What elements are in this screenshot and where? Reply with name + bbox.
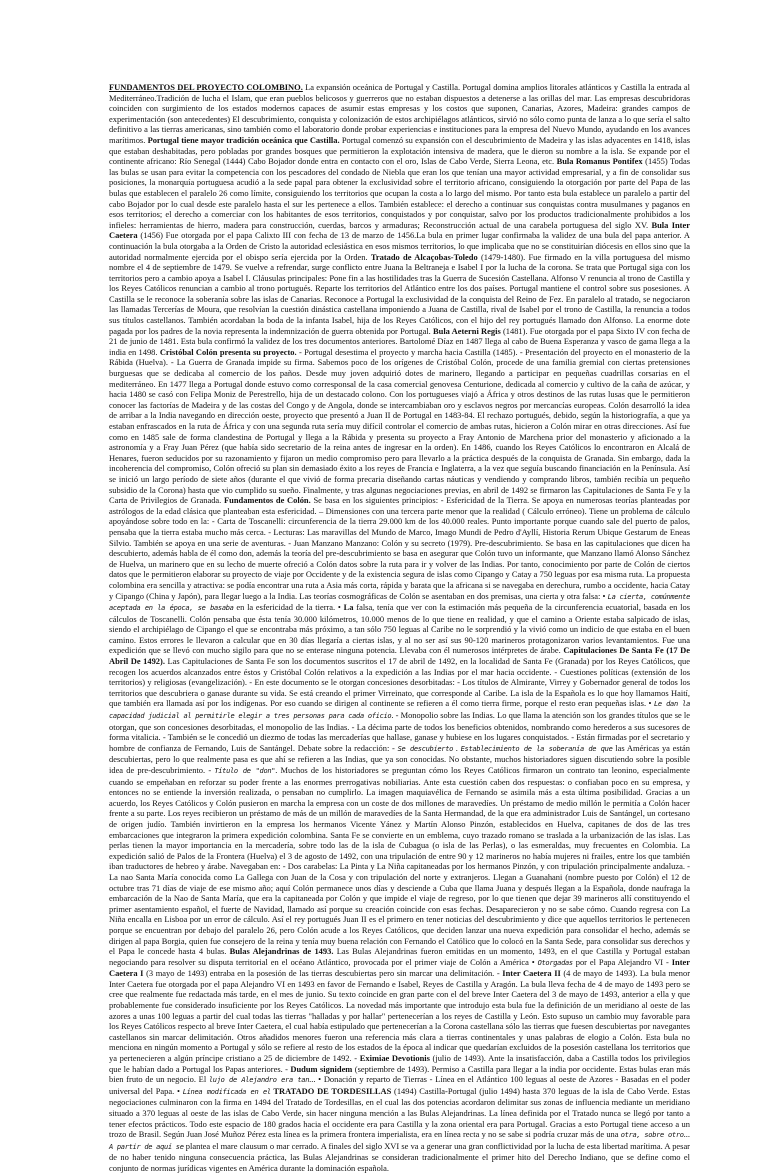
bold-heading: Bula Aeterni Regis xyxy=(433,325,501,336)
bold-heading: Bula Romanus Pontifex xyxy=(556,156,643,167)
text-run: en la esfericidad de la tierra. • xyxy=(233,602,344,613)
body-paragraph xyxy=(109,82,690,1174)
text-run: ... xyxy=(683,1129,690,1140)
text-run: plantea el mare clausum o mar cerrado. A finales del siglo XVI se va a generar una gran conflictividad por la lucha de esta libertad marítima. A pesar de no haber tenido ninguna consecuencia práctica, las Bulas Alejandrinas se consideran tradicionalmente el primer hito del Derecho Indiano, que se define como el conjunto de normas jurídicas vigentes en América durante la dominación española. xyxy=(109,1140,690,1173)
text-run: (1455) Todas las bulas se usan para evitar la competencia con los pescadores del condado de Niebla que eran los que tenían una mayor actividad empresarial, y a fin de consolidar sus posiciones, la monarquía portuguesa acudió a la sede papal para obtener la exclusividad sobre el territorio africano, consiguiendo la otorgación por parte del Papa de las bulas que establecen el paralelo 26 como límite, consiguiendo los territorios que ocupan la costa a lo largo del mismo. Por tanto esta bula establece un paralelo a partir del cabo Bojador por lo cual desde este paralelo hasta el sur les pertenece a ellos. También establece: el derecho a continuar sus conquistas contra musulmanes y paganos en esos territorios; el derecho a comerciar con los habitantes de esos territorios, conquistados y por conquistar, salvo por los productos tradicionalmente prohibidos a los infieles: herramientas de hierro, madera para construcción, cuerdas, barcos y armaduras; Reconstrucción actual de una carabela portuguesa del siglo XV. xyxy=(109,156,691,230)
text-run: (1479-1480). Fue firmado en la villa portuguesa del mismo nombre el 4 de septiembre de 1479. Se vuelve a refrendar, surge conflicto entre Juana la Beltraneja e Isabel I por la lucha de la corona. Se trata que Portugal siga con los territorios pero a cambio apoya a Isabel I. Cláusulas principales: Pone fin a las hostilidades tras la Guerra de Sucesión Castellana. Alfonso V renuncia al trono de Castilla y los Reyes Católicos renuncian a cambio al trono portugués. Reparte los territorios del Atlántico entre los dos países. Portugal mantiene el control sobre sus posesiones. A Castilla se le reconoce la soberanía sobre las islas de Canarias. Reconoce a Portugal la exclusividad de la conquista del Reino de Fez. En paralelo al tratado, se negociaron las llamadas Tercerías de Moura, que resolvían la cuestión dinástica castellana imponiendo a Juana de Castilla, rival de Isabel por el trono de Castilla, la renuncia a todos sus títulos castellanos. También acordaban la boda de la infanta Isabel, hija de los Reyes Católicos, con el hijo del rey portugués llamado don Alfonso. La enorme dote pagada por los padres de la novia representa la indemnización de guerra obtenida por Portugal. xyxy=(109,251,690,336)
bold-heading: Cristóbal Colón presenta su proyecto. xyxy=(159,346,297,357)
text-run: (4 de mayo de 1493). La bula menor Inter Caetera fue otorgada por el papa Alejandro VI en 1493 en favor de Fernando e Isabel, Reyes de Castilla y Aragón. La bula lleva fecha de 4 de mayo de 1493 pero se cree que realmente fue redactada más tarde, en el mes de junio. Su texto coincide en gran parte con el del breve Inter Caetera del 3 de mayo de 1493, anterior a ella y que probablemente fue considerado insuficiente por los Reyes Católicos. La novedad más importante que introdujo esta bula fue la definición de un meridiano al oeste de las azores a unas 100 leguas a partir del cual todas las tierras "halladas y por hallar" pertenecerían a los reyes de Castilla y León. Esto supuso un cambio muy favorable para los Reyes Católicos respecto al breve Inter Caetera, el cual había estipulado que pertenecerían a la Corona castellana sólo las tierras que fuesen descubiertas por navegantes castellanos sin marcar delimitación. Otros añadidos menores fueron una referencia más clara a tierras continentales y unas palabras de elogio a Colón. Esta bula no menciona en ningún momento a Portugal y sólo se refiere al resto de los estados de la época al indicar que quedarían excluidos de la posesión castellana los territorios que ya pertenecieren a algún príncipe cristiano a 25 de diciembre de 1492. - xyxy=(109,968,691,1064)
text-run: . xyxy=(453,742,461,753)
bold-heading: Portugal tiene mayor tradición oceánica que Castilla. xyxy=(147,134,340,145)
text-run: La expansión oceánica de Portugal y Castilla. Portugal domina amplios litorales atlánticos y Castilla la entrada al Mediterráneo.Tradición de lucha el Islam, que eran pueblos belicosos y guerreros que no estaban dispuestos a detenerse a las orillas del mar. Las empresas descubridoras coinciden con surgimiento de los estados modernos capaces de asumir estas empresas y los costos que suponen, Canarias, Azores, Madeira: grandes campos de experimentación (son antecedentes) El descubrimiento, conquista y colonización de estos archipiélagos atlánticos, sirvió no sólo como punta de lanza a lo que sería el salto definitivo a las tierras americanas, sino también como el laboratorio donde probar experiencias e instituciones para la empresa del Nuevo Mundo, ayudando en los avances marítimos. xyxy=(109,82,690,145)
handwritten-annotation: lujo de Alejandro era tan xyxy=(208,1076,310,1085)
bold-heading: Eximiae Devotionis xyxy=(359,1053,430,1064)
bold-heading: Dudum signidem xyxy=(290,1063,353,1074)
text-run: falsa, tenía que ver con la estimación más pequeña de la circunferencia ecuatorial, basada en los cálculos de Toscanelli. Colón pensaba que ésta tenía 30.000 kilómetros, 10.000 menos de lo que tiene en realidad, y que el camino a Oriente estaba salpicado de islas, siendo el archipiélago de Cipango el que se encontraba más próximo, a tan sólo 750 leguas al Caribe no le sorprendió y la vivió como un indicio de que estaba en el buen camino. Estos errores le llevaron a calcular que en 30 días llegaría a ciertas islas, y al no ser así sus 90-120 marineros protagonizaron varios levantamientos. Fue una expedición que se llevó con mucho sigilo para que no se enterase ninguna potencia. Llevaba con él numerosos intérpretes de árabe. xyxy=(109,602,690,656)
handwritten-annotation: Se descubierto xyxy=(397,744,454,753)
bold-heading: La xyxy=(343,602,354,613)
text-run: Las Capitulaciones de Santa Fe son los documentos suscritos el 17 de abril de 1492, en la localidad de Santa Fe (Granada) por los Reyes Católicos, que recogen los acuerdos alcanzados entre éstos y Cristóbal Colón relativos a la expedición a las Indias por el mar hacia occidente. - Cuestiones políticas (extensión de los territorios) y religiosas (evangelización). - En este documento se le otorgan concesiones desorbitadas: - Los títulos de Almirante, Virrey y Gobernador general de todos los territorios que descubriera o ganase durante su vida. Se está creando el primer Virreinato, que corresponde al Caribe. La isla de la Española es lo que hoy llamamos Haití, que también era llamada así por los indígenas. Por eso cuando se dirigen al continente se refieren a él como tierra firme, porque el resto eran pequeñas islas. • xyxy=(109,656,690,709)
text-run: (julio de 1493). Ante la insatisfacción, daba a Castilla todos los privilegios que le habían dado a Portugal los Papas anteriores. - xyxy=(109,1053,690,1074)
text-run: (1456) Fue otorgada por el papa Calixto III con fecha de 13 de marzo de 1456.La bula en primer lugar confirmaba la validez de una bula del papa anterior. A continuación la bula otorgaba a la Orden de Cristo la autoridad eclesiástica en esos mismos territorios, lo que implicaba que no se constituirían diócesis en ellos sino que la autoridad normalmente ejercida por el obispo sería ejercida por la Orden. xyxy=(109,230,690,262)
text-run: las Américas ya están descubiertas, pero lo que realmente pasa es que ahí se refieren a las Indias, que ya son conocidas. No obstante, muchos historiadores siguen discutiendo sobre la posible idea de pre-descubrimiento. - xyxy=(109,742,690,775)
handwritten-annotation: Otorgadas xyxy=(537,958,573,967)
handwritten-annotation: Establecimiento de la soberanía de que xyxy=(460,744,613,753)
text-run: . - Monopolio sobre las Indias. Lo que llama la atención son los grandes títulos que se le otorgan, que son concesiones desorbitadas, el monopolio de las Indias. - La décima parte de todos los beneficios obtenidos, nombrando como herederos a sus sucesores de forma vitalicia. - También se le concedió un diezmo de todas las mercaderías que hallase, ganase y hubiese en los lugares conquistados. - Están firmadas por el secretario y hombre de confianza de Fernando, Luis de Santángel. Debate sobre la redacción: - xyxy=(109,710,690,753)
text-run: . Muchos de los historiadores se preguntan cómo los Reyes Católicos firmaron un contrato tan leonino, especialmente cuando se empeñaban en reforzar su poder frente a las enormes prerrogativas nobiliarias. Ante esta cuestión caben dos respuestas: o confiaban poco en su empresa, y entonces no se entiende la inversión realizada, o pensaban no cumplirlo. La imagen maquiavélica de Fernando se asimila más a esta última posibilidad. Gracias a un acuerdo, los Reyes Católicos y Colón pusieron en marcha la empresa con un coste de dos millones de maravedíes. Un préstamo de medio millón le permitía a Colón hacer frente a su parte. Los reyes recibieron un préstamo de más de un millón de maravedíes de la Santa Hermandad, de la que era administrador Luis de Santángel, un cortesano de origen judío. También invirtieron en la empresa los hermanos Vicente Yánez y Martín Alonso Pinzón, establecidos en Huelva, capitanes de dos de las tres embarcaciones que integraron la primera expedición colombina. Santa Fe se convierte en un emblema, cuyo trazado romano se traslada a la urbanización de las islas. Las perlas tienen la mayor importancia en la mercadería, sobre todo las de la isla de Cubagua (o isla de las Perlas), o las esmeraldas, muy frecuentes en Colombia. La expedición salió de Palos de la Frontera (Huelva) el 3 de agosto de 1492, con una tripulación de entre 90 y 12 marineros no había mujeres ni frailes, entre los que también iban traductores de hebreo y árabe. Navegaban en: - Dos carabelas: La Pinta y La Niña capitaneadas por los hermanos Pinzón, y con tripulación principalmente andaluza. - La nao Santa María conocida como La Gallega con Juan de la Cosa y con tripulación del norte y extranjeros. Llegan a Guanahani (nombre puesto por Colón) el 12 de octubre tras 71 días de viaje de ese mismo año; aquí Colón permanece unos días y desciende a Cuba que llama Juana y después llegan a la Española, donde naufraga la embarcación de la Nao de Santa María, que era la capitaneada por Colón y que impide el viaje de regreso, por lo que tienen que dejar 39 marineros allí constituyendo el primer asentamiento español, el fuerte de Navidad, llamado así porque su creación coincide con esas fechas. Desaparecieron y no se sabe cómo. Cuando regresa con La Niña encalla en Lisboa por un error de cálculo. Así el rey portugués Juan II es el primero en tener noticias del descubrimiento y dice que aquellos territorios le pertenecen porque se encuentran por debajo del paralelo 26, pero Colón acude a los Reyes Católicos, que deciden lanzar una nueva expedición para consolidar el hecho, además se dirigen al papa Borgia, quien fue consejero de la reina y tenía muy buena relación con Fernando el Católico que lo colocó en la Santa Sede, para consolidar sus derechos y el Papa le concede hasta 4 bulas. xyxy=(109,765,690,957)
bold-heading: Fundamentos de Colón. xyxy=(223,495,311,506)
bold-heading: Inter Caetera II xyxy=(502,968,561,979)
handwritten-annotation: Título de "don" xyxy=(214,767,276,775)
bold-heading: Inter Caetera I xyxy=(109,956,690,979)
handwritten-annotation: Línea modificada en el xyxy=(182,1087,271,1096)
handwritten-annotation: A partir de aquí se xyxy=(109,1142,184,1151)
bold-heading: TRATADO DE TORDESILLAS xyxy=(270,1085,392,1096)
text-run: Las Bulas Alejandrinas fueron emitidas en un momento, 1493, en el que Castilla y Portugal estaban negociando para resolver su disputa territorial en el océano Atlántico, provocada por el primer viaje de Colón a América • xyxy=(109,946,690,967)
text-run: (1481). Fue otorgada por el papa Sixto IV con fecha de 21 de junio de 1481. Esta bula confirmó la validez de los tres documentos anteriores. Bartolomé Díaz en 1487 llega al cabo de Buena Esperanza y vasco de gama llega a la india en 1498. xyxy=(109,325,690,357)
text-run: Portugal comenzó su expansión con el descubrimiento de Madeira y las islas adyacentes en 1418, islas que estaban deshabitadas, pero pobladas por grandes bosques que permitieron la explotación intensiva de madera, que le dieron su nombre a la isla. Se expande por el continente africano: Río Senegal (1444) Cabo Bojador donde entra en contacto con el oro, Islas de Cabo Verde, Sierra Leona, etc. xyxy=(109,134,690,167)
text-run: Se basa en los siguientes principios: - Esfericidad de la Tierra. Se apoya en numerosas teorías planteadas por astrólogos de la edad clásica que planteaban esta esfericidad. – Dimensiones con una tercera parte menor que la realidad ( Cálculo erróneo). Tiene un problema de cálculo apoyándose sobre todo en la: - Carta de Toscanelli: circunferencia de la tierra 29.000 km de los 40.000 reales. Punto importante porque cuando sale del puerto de palos, pensaba que la tierra estaba mucho más cerca. - Lecturas: Las maravillas del Mundo de Marco, Imago Mundi de Pedro d'Ayllí, Historia Rerum Ubique Gestarum de Eneas Silvio. También se apoya en una serie de aventuras. - Juan Manzano Manzano: Colón y su secreto (1979). Pre-descubrimiento. Se basa en las capitulaciones que dicen ha descubierto, además habla de él como don, además la teoría del pre-descubrimiento se basa en asegurar que Colón tuvo un informante, que Manzano llamó Alonso Sánchez de Huelva, un marinero que en su lecho de muerte ofreció a Colón datos sobre la ruta para ir y volver de las Indias. Por tanto, conocimiento por parte de Colón de ciertos datos que le permitieron elaborar su proyecto de viaje por Occidente y de la existencia segura de islas como Cipango y Catay a 750 leguas por esa misma ruta. La propuesta colombina era sencilla y atractiva: se podía encontrar una ruta a Asia más corta, rápida y barata que la africana si se navegaba en derechura, rumbo a occidente, hacia Catay y Cipango (China y Japón), para llegar luego a la India. Las teorías cosmográficas de Colón se asentaban en dos premisas, una cierta y otra falsa: • xyxy=(109,495,691,601)
text-run: ... • Donación y reparto de Tierras - Línea en el Atlántico 100 leguas al oeste de Azores - Basadas en el poder universal del Papa. • xyxy=(109,1074,691,1096)
bold-heading: Bula Inter Caetera xyxy=(109,219,690,241)
text-run: (1494) Castilla-Portugal (julio 1494) hasta 370 leguas de la isla de Cabo Verde. Estas negociaciones culminaron con la firma en 1494 del Tratado de Tordesillas, en el cual las dos potencias acordaron delimitar sus zonas de influencia mediante un meridiano situado a 370 leguas al oeste de las islas de Cabo Verde, sin hacer ninguna mención a las Bulas Alejandrinas. La línea definida por el Tratado nunca se llegó por tanto a tener efectos prácticos. Todo este espacio de 180 grados hacia el occidente era para Castilla y la zona oriental era para Portugal. Gracias a esto Portugal tiene acceso a un trozo de Brasil. Según Juan José Muñoz Pérez esta línea es la primera frontera imperialista, era en línea recta y no se sabe si podría cruzar más de una xyxy=(109,1085,690,1140)
handwritten-annotation: Le dan la capacidad judicial al permitirle elegir a tres personas para cada oficio xyxy=(109,700,690,721)
bold-heading: Tratado de Alcaçobas-Toledo xyxy=(370,251,478,262)
bold-heading: Capitulaciones De Santa Fe (17 De Abril De 1492). xyxy=(109,645,690,667)
handwritten-annotation: La cierta, comúnmente aceptada en la época, se basaba xyxy=(109,592,690,613)
text-run: por el Papa Alejandro VI - xyxy=(572,956,672,967)
text-run: (septiembre de 1493). Permiso a Castilla para llegar a la india por occidente. Estas bulas eran más bien fruto de un negocio. El xyxy=(109,1063,690,1085)
text-run: (3 mayo de 1493) entraba en la posesión de las tierras descubiertas pero sin marcar una delimitación. - xyxy=(143,968,503,979)
handwritten-annotation: otra, sobre otro xyxy=(620,1131,684,1140)
bold-heading: Bulas Alejandrinas de 1493. xyxy=(229,946,334,957)
document-title: FUNDAMENTOS DEL PROYECTO COLOMBINO. xyxy=(109,82,303,92)
text-run: - Portugal desestima el proyecto y marcha hacia Castilla (1485). - Presentación del proyecto en el monasterio de la Rábida (Huelva). - La Guerra de Granada impide su firma. Sabemos poco de los orígenes de Cristóbal Colón, procede de una familia gremial con ciertas pretensiones burguesas que se dedicaba al comercio de los paños. Desde muy joven adquirió dotes de marinero, llegando a participar en pequeñas cuadrillas corsarias en el mediterráneo. En 1477 llega a Portugal donde estuvo como corresponsal de la casa comercial genovesa Centurione, dedicada al comercio y cultivo de la caña de azúcar, y hacia 1480 se casó con Felipa Moniz de Perestrello, hija de un destacado colono. Con los portugueses viajó a África y otros destinos de las rutas lusas que le permitieron conocer las factorías de Madeira y de las costas del Congo y de Angola, donde se intercambiaban oro y esclavos negros por mercancías europeas. Colón desarrolló la idea de arribar a la India navegando en dirección oeste, proyecto que presentó a Juan II de Portugal en 1483-84. El rechazo portugués, debido, según la historiografía, a que ya estaban enfrascados en la ruta de África y con una segunda ruta sería muy difícil controlar el comercio de ambas rutas, hicieron a Colón mirar en otras direcciones. Así fue como en 1485 sale de forma clandestina de Portugal y llega a la Rábida y presenta su proyecto a Fray Antonio de Marchena prior del monasterio y aficionado a la astronomía y a Fray Juan Pérez (que había sido secretario de la reina antes de ingresar en la orden). En 1486, cuando los Reyes Católicos lo encontraron en Alcalá de Henares, fueron seducidos por su razonamiento y fijaron un medio compromiso pero para llevarlo a la práctica después de la conquista de Granada. Sin embargo, dada la incoherencia del compromiso, Colón ofreció su plan sin demasiado éxito a los reyes de Francia e Inglaterra, a la vez que seguía buscando financiación en la Península. Así se inició un largo período de siete años (durante el que vivió de forma precaria diseñando cartas náuticas y vendiendo y comprando libros, también recibía un pequeño subsidio de la Corona) hasta que vio cumplido su sueño. Finalmente, y tras algunas negociaciones previas, en abril de 1492 se firmaron las Capitulaciones de Santa Fe y la Carta de Privilegios de Granada. xyxy=(109,346,690,506)
